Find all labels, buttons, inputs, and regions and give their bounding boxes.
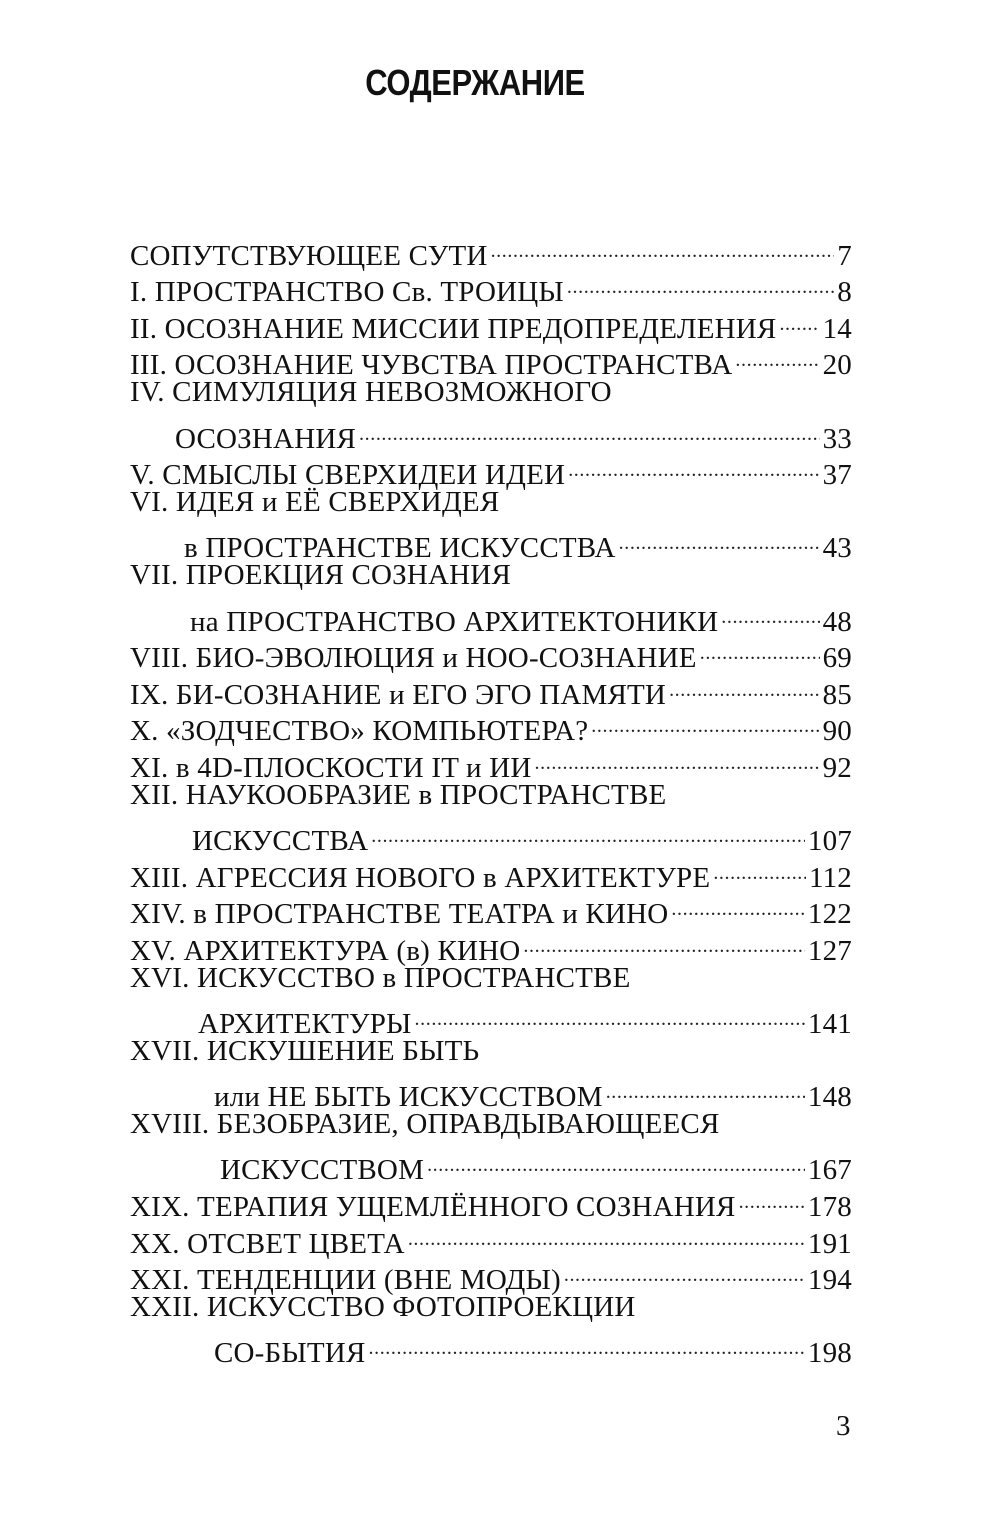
toc-entry-page: 85 — [822, 678, 852, 711]
dot-leader — [408, 1216, 805, 1253]
toc-entry-page: 8 — [837, 276, 852, 309]
toc-entry-title: IX. БИ-СОЗНАНИЕ и ЕГО ЭГО ПАМЯТИ — [130, 678, 667, 711]
toc-entry-title: I. ПРОСТРАНСТВО Св. ТРОИЦЫ — [130, 276, 564, 309]
dot-leader — [415, 996, 805, 1033]
toc-entry-title-cont: АРХИТЕКТУРЫ — [198, 1008, 412, 1041]
toc-entry-page: 112 — [808, 861, 852, 894]
toc-entry-title: XIII. АГРЕССИЯ НОВОГО в АРХИТЕКТУРЕ — [130, 861, 711, 894]
toc-entry-page: 48 — [822, 605, 852, 638]
toc-entry — [130, 996, 852, 1041]
dot-leader — [671, 887, 805, 924]
dot-leader — [669, 667, 820, 704]
toc-entry — [130, 521, 852, 565]
toc-entry-page: 43 — [822, 532, 852, 565]
toc-entry — [130, 1143, 852, 1187]
dot-leader — [371, 814, 805, 851]
dot-leader — [721, 594, 819, 631]
toc-entry-page: 7 — [837, 239, 852, 272]
toc-entry-page: 198 — [807, 1337, 852, 1370]
dot-leader — [369, 1326, 805, 1363]
toc-entry-title: XIV. в ПРОСТРАНСТВЕ ТЕАТРА и КИНО — [130, 898, 669, 931]
toc-entry — [130, 814, 852, 858]
toc-entry-page: 167 — [807, 1154, 852, 1187]
toc-entry-title: СОПУТСТВУЮЩЕЕ СУТИ — [130, 239, 488, 272]
toc-entry-page: 178 — [807, 1191, 852, 1224]
toc-entry-page: 194 — [807, 1264, 852, 1297]
dot-leader — [591, 704, 819, 741]
toc-entry-title: VIII. БИО-ЭВОЛЮЦИЯ и НОО-СОЗНАНИЕ — [130, 642, 697, 675]
toc-entry-title: X. «ЗОДЧЕСТВО» КОМПЬЮТЕРА? — [130, 715, 589, 748]
toc-entry-page: 92 — [822, 751, 852, 784]
dot-leader — [619, 521, 820, 558]
toc-entry — [130, 228, 852, 272]
dot-leader — [735, 338, 819, 375]
toc-entry — [130, 1070, 852, 1114]
toc-entry-title: VI. ИДЕЯ и ЕЁ СВЕРХИДЕЯ — [130, 486, 500, 519]
dot-leader — [427, 1143, 805, 1180]
toc-entry-page: 107 — [807, 825, 852, 858]
toc-entry-title-cont: СО-БЫТИЯ — [214, 1337, 366, 1370]
toc-entry-page: 122 — [807, 898, 852, 931]
toc-entry-page: 69 — [822, 642, 852, 675]
toc-entry-title: XXI. ТЕНДЕНЦИИ (ВНЕ МОДЫ) — [130, 1264, 561, 1297]
toc-entry-page: 37 — [822, 459, 852, 492]
toc-entry-title: XVI. ИСКУССТВО в ПРОСТРАНСТВЕ — [130, 961, 631, 994]
dot-leader — [606, 1070, 805, 1107]
dot-leader — [359, 411, 820, 448]
toc-entry-title: II. ОСОЗНАНИЕ МИССИИ ПРЕДОПРЕДЕЛЕНИЯ — [130, 312, 777, 345]
toc-entry-title-cont: или НЕ БЫТЬ ИСКУССТВОМ — [214, 1081, 603, 1114]
dot-leader — [535, 740, 820, 777]
toc-entry — [130, 1326, 852, 1370]
toc-entry-title: XX. ОТСВЕТ ЦВЕТА — [130, 1227, 405, 1260]
dot-leader — [564, 1253, 805, 1290]
dot-leader — [491, 228, 835, 265]
toc-entry-title-cont: на ПРОСТРАНСТВО АРХИТЕКТОНИКИ — [190, 605, 719, 638]
toc-entry — [130, 411, 852, 455]
dot-leader — [700, 631, 820, 668]
toc-entry-title: III. ОСОЗНАНИЕ ЧУВСТВА ПРОСТРАНСТВА — [130, 349, 733, 382]
toc-entry-title-cont: в ПРОСТРАНСТВЕ ИСКУССТВА — [184, 532, 616, 565]
toc-entry-title: XVIII. БЕЗОБРАЗИЕ, ОПРАВДЫВАЮЩЕЕСЯ — [130, 1108, 720, 1141]
toc-entry-title: V. СМЫСЛЫ СВЕРХИДЕИ ИДЕИ — [130, 459, 566, 492]
toc-entry-page: 14 — [822, 312, 852, 345]
dot-leader — [523, 923, 804, 960]
toc-entry-title-cont: ИСКУССТВА — [192, 825, 369, 858]
toc-entry-title: XII. НАУКООБРАЗИЕ в ПРОСТРАНСТВЕ — [130, 778, 667, 811]
dot-leader — [568, 448, 819, 485]
toc-entry-title: XI. в 4D-ПЛОСКОСТИ IT и ИИ — [130, 751, 532, 784]
toc-entry-page: 191 — [807, 1227, 852, 1260]
page-number: 3 — [836, 1410, 851, 1442]
toc-entry-title: IV. СИМУЛЯЦИЯ НЕВОЗМОЖНОГО — [130, 376, 612, 409]
toc-entry-page: 90 — [822, 715, 852, 748]
page-title: СОДЕРЖАНИЕ — [365, 62, 585, 103]
dot-leader — [713, 850, 806, 887]
toc-entry-page: 33 — [822, 422, 852, 455]
toc-entry-title-cont: ОСОЗНАНИЯ — [175, 422, 357, 455]
toc-entry-title: XV. АРХИТЕКТУРА (в) КИНО — [130, 934, 521, 967]
dot-leader — [779, 301, 819, 338]
toc-entry-title: XIX. ТЕРАПИЯ УЩЕМЛЁННОГО СОЗНАНИЯ — [130, 1191, 736, 1224]
toc-entry-page: 127 — [807, 934, 852, 967]
toc-entry-title: XVII. ИСКУШЕНИЕ БЫТЬ — [130, 1035, 480, 1068]
toc-entry-title: VII. ПРОЕКЦИЯ СОЗНАНИЯ — [130, 559, 511, 592]
table-of-contents — [130, 228, 852, 1370]
toc-entry-page: 141 — [807, 1008, 852, 1041]
dot-leader — [567, 265, 834, 302]
toc-entry-page: 20 — [822, 349, 852, 382]
toc-entry-title: XXII. ИСКУССТВО ФОТОПРОЕКЦИИ — [130, 1291, 636, 1324]
toc-entry-title-cont: ИСКУССТВОМ — [220, 1154, 425, 1187]
toc-entry-page: 148 — [807, 1081, 852, 1114]
toc-entry — [130, 594, 852, 638]
dot-leader — [739, 1179, 805, 1216]
